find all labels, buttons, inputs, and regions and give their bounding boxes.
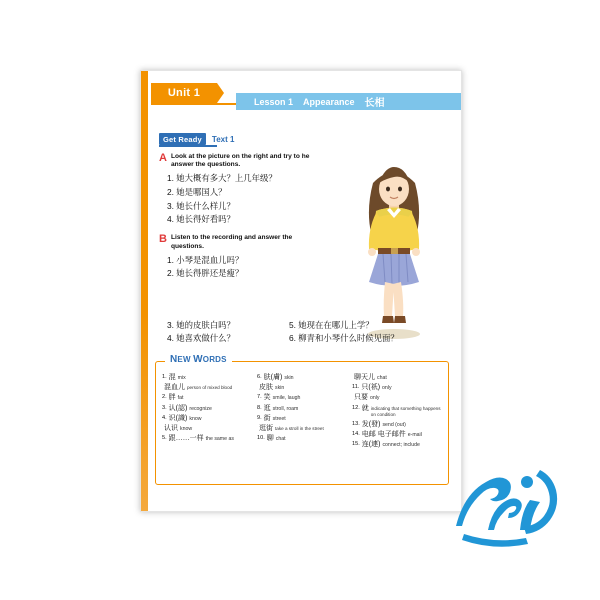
word-entry [257,425,347,433]
word-english: only [370,395,380,402]
word-index: 4. [162,414,167,421]
lesson-title: Appearance [303,96,355,107]
word-english: chat [275,436,286,443]
word-chinese: 聊 [266,435,274,443]
section-b-lower-questions [159,316,439,343]
new-words-title [165,354,232,365]
word-english: the same as [205,436,234,443]
section-b [159,234,324,278]
word-entry [257,394,347,402]
word-chinese: 皮肤 [259,384,273,392]
word-index: 14. [352,431,360,438]
question-item: 5. 她现在在哪儿上学？ [289,319,374,330]
new-words-title-ords: ORDS [202,355,227,364]
word-index: 2. [162,394,167,401]
word-english: street [272,415,286,422]
section-a-head [159,153,324,170]
word-chinese: 混 [168,374,176,381]
word-index: 12. [352,404,360,411]
question-col-right [281,330,431,344]
word-chinese: 街 [263,414,271,422]
word-entry [257,435,347,443]
get-ready-row [159,133,234,145]
word-english: take a stroll in the street [275,425,324,431]
word-entry [257,415,347,423]
question-item: 6. 柳青和小琴什么时候见面？ [289,333,399,344]
word-chinese: 聊天儿 [354,374,375,381]
word-english: fat [177,395,184,402]
new-words-column-2 [257,374,347,480]
exercise-column [159,153,324,285]
question-col-left [159,316,281,330]
section-b-letter: B [159,233,167,246]
word-english: recognize [189,405,212,412]
new-words-column-3 [352,374,442,480]
word-index: 1. [162,374,167,380]
word-english: stroll, roam [272,405,299,412]
word-chinese: 就 [361,404,369,412]
word-entry [257,374,347,382]
question-item: 2. 她长得胖还是瘦？ [167,268,244,279]
question-item: 4. 她长得好看吗？ [167,214,235,225]
question-row [159,316,439,330]
word-chinese: 电邮 电子邮件 [361,431,406,439]
new-words-columns [162,374,442,480]
question-item: 4. 她喜欢做什么？ [167,333,235,344]
question-item: 3. 她的皮肤白吗？ [167,319,235,330]
section-a [159,153,324,224]
question-item: 3. 她长什么样儿？ [167,200,235,211]
word-english: know [189,415,202,422]
word-index: 8. [257,404,262,411]
textbook-page [140,70,462,512]
illustration-girl [335,153,453,343]
watermark-logo [444,452,572,552]
new-words-title-ew: EW [177,355,194,364]
word-entry [352,374,442,382]
word-english: skin [284,375,294,381]
word-chinese: 识(識) [168,414,188,422]
word-entry [352,421,442,429]
word-entry [162,394,252,402]
question-item: 1. 她大概有多大？上几年级？ [167,173,277,184]
question-col-right [281,316,431,330]
new-words-box [155,361,449,485]
word-index: 6. [257,374,262,380]
word-english: know [180,425,193,432]
word-chinese: 胖 [168,394,176,402]
word-index: 5. [162,435,167,442]
lesson-title-chinese: 长相 [364,98,385,109]
question-item: 2. 她是哪国人？ [167,187,227,197]
word-index: 3. [162,404,167,411]
section-b-instruction: Listen to the recording and answer the questions. [170,234,293,250]
word-entry [162,425,252,433]
lesson-number: Lesson 1 [254,96,294,107]
new-words-title-w: W [193,354,203,365]
word-chinese: 认(認) [168,404,188,412]
word-index: 9. [257,414,262,421]
word-chinese: 只(祇) [361,384,381,392]
word-index: 10. [257,435,265,442]
word-entry [162,384,252,392]
word-english: mix [177,375,186,381]
section-a-letter: A [159,152,167,164]
word-index: 11. [352,384,360,391]
word-english: smile, laugh [272,395,301,402]
word-entry [162,374,252,382]
word-entry [352,394,442,402]
section-b-head [159,234,324,251]
word-chinese: 混血儿 [164,384,185,392]
word-english: chat [377,375,387,381]
word-chinese: 逛 [263,404,271,412]
get-ready-badge: Get Ready [159,133,206,145]
word-index: 15. [352,441,360,448]
word-entry [352,384,442,392]
word-english: connect; include [382,442,420,449]
lesson-bar [236,93,461,110]
question-item: 1. 小琴是混血儿吗？ [167,254,244,265]
new-words-column-1 [162,374,252,480]
word-entry [352,431,442,439]
word-entry [162,435,252,443]
get-ready-underline [159,145,217,147]
word-chinese: 肤(膚) [263,374,283,381]
word-entry [257,405,347,413]
word-index: 13. [352,420,360,427]
word-chinese: 发(發) [361,420,381,428]
word-chinese: 只要 [354,394,368,402]
page-left-white-strip [148,71,151,511]
word-english: indicating that something happens on condition [370,405,441,417]
word-entry [162,405,252,413]
word-english: skin [275,385,285,392]
question-row [159,330,439,344]
word-english: send (out) [382,421,406,428]
word-index: 7. [257,394,262,401]
word-entry [352,441,442,449]
word-chinese: 笑 [263,394,271,402]
word-chinese: 逛街 [259,424,273,432]
word-entry [352,405,442,419]
word-english: only [382,385,392,392]
word-chinese: 跟……一样 [168,435,204,443]
section-a-instruction: Look at the picture on the right and try to he answer the questions. [170,153,310,169]
question-col-left [159,330,281,344]
text-label: Text 1 [211,134,235,144]
page-left-color-bar [141,71,148,511]
word-entry [162,415,252,423]
new-words-title-n: N [170,354,178,365]
word-chinese: 连(連) [361,441,381,449]
word-chinese: 认识 [164,424,178,432]
word-entry [257,384,347,392]
unit-tab: Unit 1 [151,83,217,103]
word-english: e-mail [407,432,422,439]
word-english: person of mixed blood [187,385,233,391]
